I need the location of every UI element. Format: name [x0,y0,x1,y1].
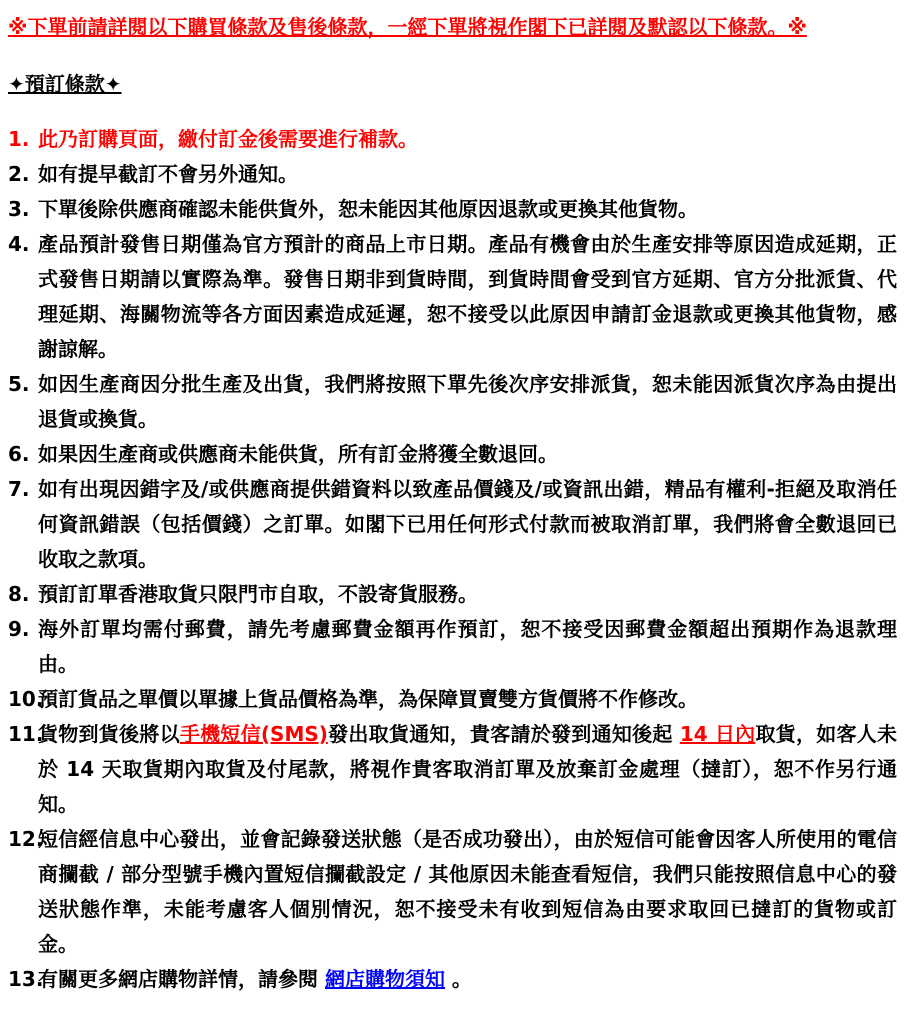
term-number: 3. [8,197,30,221]
term-text-segment: 。 [444,967,472,991]
store-shopping-notice-link[interactable]: 網店購物須知 [324,967,445,991]
term-text-segment: 預訂訂單香港取貨只限門市自取，不設寄貨服務。 [38,582,478,606]
term-text-segment: 有關更多網店購物詳情，請參閱 [38,967,325,991]
term-item [8,472,897,577]
term-number: 6. [8,442,30,466]
term-number: 11. [8,722,44,746]
term-number: 1. [8,127,30,151]
term-text-segment: 如有出現因錯字及/或供應商提供錯資料以致產品價錢及/或資訊出錯，精品有權利-拒絕及取消任何資訊錯誤（包括價錢）之訂單。如閣下已用任何形式付款而被取消訂單，我們將會全數退回已收取之款項。 [38,477,897,571]
term-text-segment: 短信經信息中心發出，並會記錄發送狀態（是否成功發出），由於短信可能會因客人所使用的電信商攔截 / 部分型號手機內置短信攔截設定 / 其他原因未能查看短信，我們只能按照信息中心的發送狀態作準，未能考慮客人個別情況，恕不接受未有收到短信為由要求取回已撻訂的貨物或訂金。 [38,827,897,956]
term-item [8,437,897,472]
term-number: 10. [8,687,44,711]
terms-list [8,122,897,997]
pre-order-notice: ※下單前請詳閱以下購買條款及售後條款，一經下單將視作閣下已詳閱及默認以下條款。※ [8,15,807,39]
term-item [8,612,897,682]
term-number: 4. [8,232,30,256]
term-text-segment: 產品預計發售日期僅為官方預計的商品上市日期。產品有機會由於生產安排等原因造成延期，正式發售日期請以實際為準。發售日期非到貨時間，到貨時間會受到官方延期、官方分批派貨、代理延期、海關物流等各方面因素造成延遲，恕不接受以此原因申請訂金退款或更換其他貨物，感謝諒解。 [38,232,897,361]
term-item [8,122,897,157]
term-text-segment: 手機短信(SMS) [179,722,328,746]
term-text-segment: 此乃訂購頁面，繳付訂金後需要進行補款。 [38,127,418,151]
term-item [8,367,897,437]
term-text-segment: 取貨，如客人未於 14 天取貨期內取貨及付尾款，將視作貴客取消訂單及放棄訂金處理（撻訂），恕不作另行通知。 [38,722,898,816]
term-text-segment: 如有提早截訂不會另外通知。 [38,162,298,186]
term-item [8,192,897,227]
term-text-segment: 貨物到貨後將以 [38,722,180,746]
term-item [8,822,897,962]
term-item [8,717,897,822]
term-item [8,682,897,717]
term-item [8,227,897,367]
term-text-segment: 預訂貨品之單價以單據上貨品價格為準，為保障買賣雙方貨價將不作修改。 [38,687,698,711]
term-number: 9. [8,617,30,641]
term-item [8,962,897,997]
term-text-segment: 14 日內 [679,722,756,746]
term-number: 8. [8,582,30,606]
term-text-segment: 下單後除供應商確認未能供貨外，恕未能因其他原因退款或更換其他貨物。 [38,197,698,221]
term-item [8,157,897,192]
term-text-segment: 發出取貨通知，貴客請於發到通知後起 [327,722,680,746]
term-number: 5. [8,372,30,396]
term-number: 13. [8,967,44,991]
term-text-segment: 海外訂單均需付郵費，請先考慮郵費金額再作預訂，恕不接受因郵費金額超出預期作為退款理由。 [38,617,897,676]
term-text-segment: 如果因生產商或供應商未能供貨，所有訂金將獲全數退回。 [38,442,558,466]
term-text-segment: 如因生產商因分批生產及出貨，我們將按照下單先後次序安排派貨，恕未能因派貨次序為由提出退貨或換貨。 [38,372,897,431]
term-number: 2. [8,162,30,186]
term-item [8,577,897,612]
term-number: 7. [8,477,30,501]
term-number: 12. [8,827,44,851]
section-title-preorder-terms: ✦預訂條款✦ [8,72,122,96]
